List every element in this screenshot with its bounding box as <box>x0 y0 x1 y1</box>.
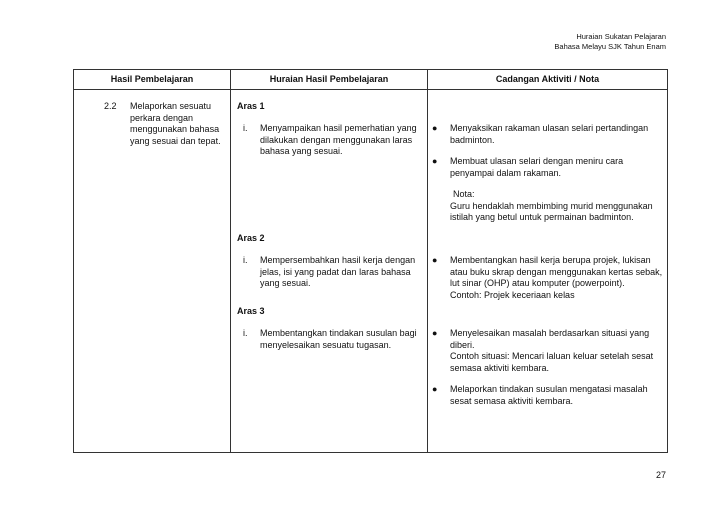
level-3-item-index: i. <box>243 328 248 338</box>
level-3-item-text: Membentangkan tindakan susulan bagi menyelesaikan sesuatu tugasan. <box>260 328 417 350</box>
header-line-1: Huraian Sukatan Pelajaran <box>576 32 666 41</box>
level-2-item-index: i. <box>243 255 248 265</box>
page-number: 27 <box>655 470 666 480</box>
activity-item <box>450 255 665 301</box>
activity-example: Contoh: Projek keceriaan kelas <box>450 289 575 300</box>
bullet-icon: ● <box>432 156 438 166</box>
activity-item: Menyaksikan rakaman ulasan selari pertandingan badminton. <box>450 123 649 145</box>
curriculum-table <box>73 69 668 453</box>
document-header <box>554 32 666 52</box>
level-2-item-text: Mempersembahkan hasil kerja dengan jelas, isi yang padat dan laras bahasa yang sesuai. <box>260 255 416 288</box>
col-header-activities: Cadangan Aktiviti / Nota <box>428 70 668 90</box>
level-2-label: Aras 2 <box>237 233 265 243</box>
level-1-label: Aras 1 <box>237 101 265 111</box>
table-row <box>74 90 668 453</box>
activity-example: Contoh situasi: Mencari laluan keluar setelah sesat semasa aktiviti kembara. <box>450 351 654 373</box>
bullet-icon: ● <box>432 384 438 394</box>
note-label: Nota: <box>453 189 475 199</box>
activity-item: Melaporkan tindakan susulan mengatasi masalah sesat semasa aktiviti kembara. <box>450 384 648 406</box>
level-3-label: Aras 3 <box>237 306 265 316</box>
note-text: Guru hendaklah membimbing murid menggunakan istilah yang betul untuk permainan badminton. <box>450 200 653 222</box>
activities-cell <box>428 90 668 453</box>
col-header-learning-outcome: Hasil Pembelajaran <box>74 70 231 90</box>
table-header-row <box>74 70 668 90</box>
bullet-icon: ● <box>432 255 438 265</box>
bullet-icon: ● <box>432 123 438 133</box>
learning-outcome-cell <box>74 90 231 453</box>
activity-text: Menyelesaikan masalah berdasarkan situasi yang diberi. <box>450 328 650 350</box>
note-block <box>450 189 665 224</box>
activity-text: Membentangkan hasil kerja berupa projek, lukisan atau buku skrap dengan menggunakan kertas sebak, lut sinar (OHP) atau komputer (powerpoint). <box>450 255 663 288</box>
activity-item: Membuat ulasan selari dengan meniru cara penyampai dalam rakaman. <box>450 156 624 178</box>
bullet-icon: ● <box>432 328 438 338</box>
activity-item <box>450 328 665 374</box>
level-1-item-text: Menyampaikan hasil pemerhatian yang dilakukan dengan menggunakan laras bahasa yang sesuai. <box>260 123 417 156</box>
level-1-item-index: i. <box>243 123 248 133</box>
outcome-number: 2.2 <box>104 101 117 111</box>
outcome-description-cell <box>231 90 428 453</box>
header-line-2: Bahasa Melayu SJK Tahun Enam <box>554 42 666 51</box>
col-header-outcome-description: Huraian Hasil Pembelajaran <box>231 70 428 90</box>
outcome-text: Melaporkan sesuatu perkara dengan menggunakan bahasa yang sesuai dan tepat. <box>130 101 221 146</box>
